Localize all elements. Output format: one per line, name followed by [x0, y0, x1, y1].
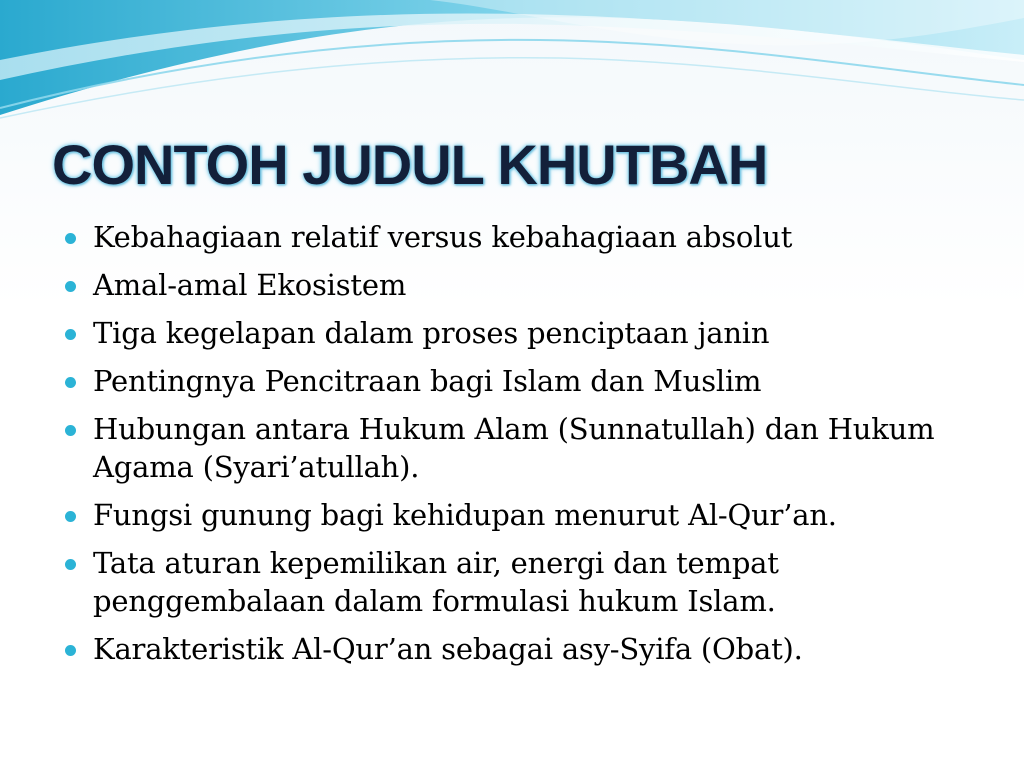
bullet-icon: [65, 281, 76, 292]
bullet-text: Tata aturan kepemilikan air, energi dan tempat penggembalaan dalam formulasi hukum Islam.: [93, 546, 779, 618]
bullet-text: Karakteristik Al-Qur’an sebagai asy-Syifa (Obat).: [93, 632, 803, 666]
bullet-text: Kebahagiaan relatif versus kebahagiaan absolut: [93, 220, 793, 254]
bullet-icon: [65, 645, 76, 656]
bullet-item: [62, 314, 982, 352]
bullet-icon: [65, 559, 76, 570]
bullet-text: Fungsi gunung bagi kehidupan menurut Al-Qur’an.: [93, 498, 837, 532]
bullet-item: [62, 496, 982, 534]
slide-title: CONTOH JUDUL KHUTBAH: [52, 133, 768, 196]
bullet-icon: [65, 425, 76, 436]
bullet-icon: [65, 377, 76, 388]
bullet-text: Hubungan antara Hukum Alam (Sunnatullah) dan Hukum Agama (Syari’atullah).: [93, 412, 935, 484]
bullet-icon: [65, 233, 76, 244]
bullet-icon: [65, 511, 76, 522]
header-wave-decoration: [0, 0, 1024, 130]
bullet-list: [62, 218, 982, 678]
bullet-item: [62, 266, 982, 304]
bullet-item: [62, 410, 982, 486]
bullet-text: Tiga kegelapan dalam proses penciptaan janin: [93, 316, 770, 350]
bullet-text: Pentingnya Pencitraan bagi Islam dan Muslim: [93, 364, 762, 398]
bullet-item: [62, 362, 982, 400]
bullet-item: [62, 544, 982, 620]
bullet-icon: [65, 329, 76, 340]
bullet-text: Amal-amal Ekosistem: [93, 268, 407, 302]
bullet-item: [62, 630, 982, 668]
bullet-item: [62, 218, 982, 256]
